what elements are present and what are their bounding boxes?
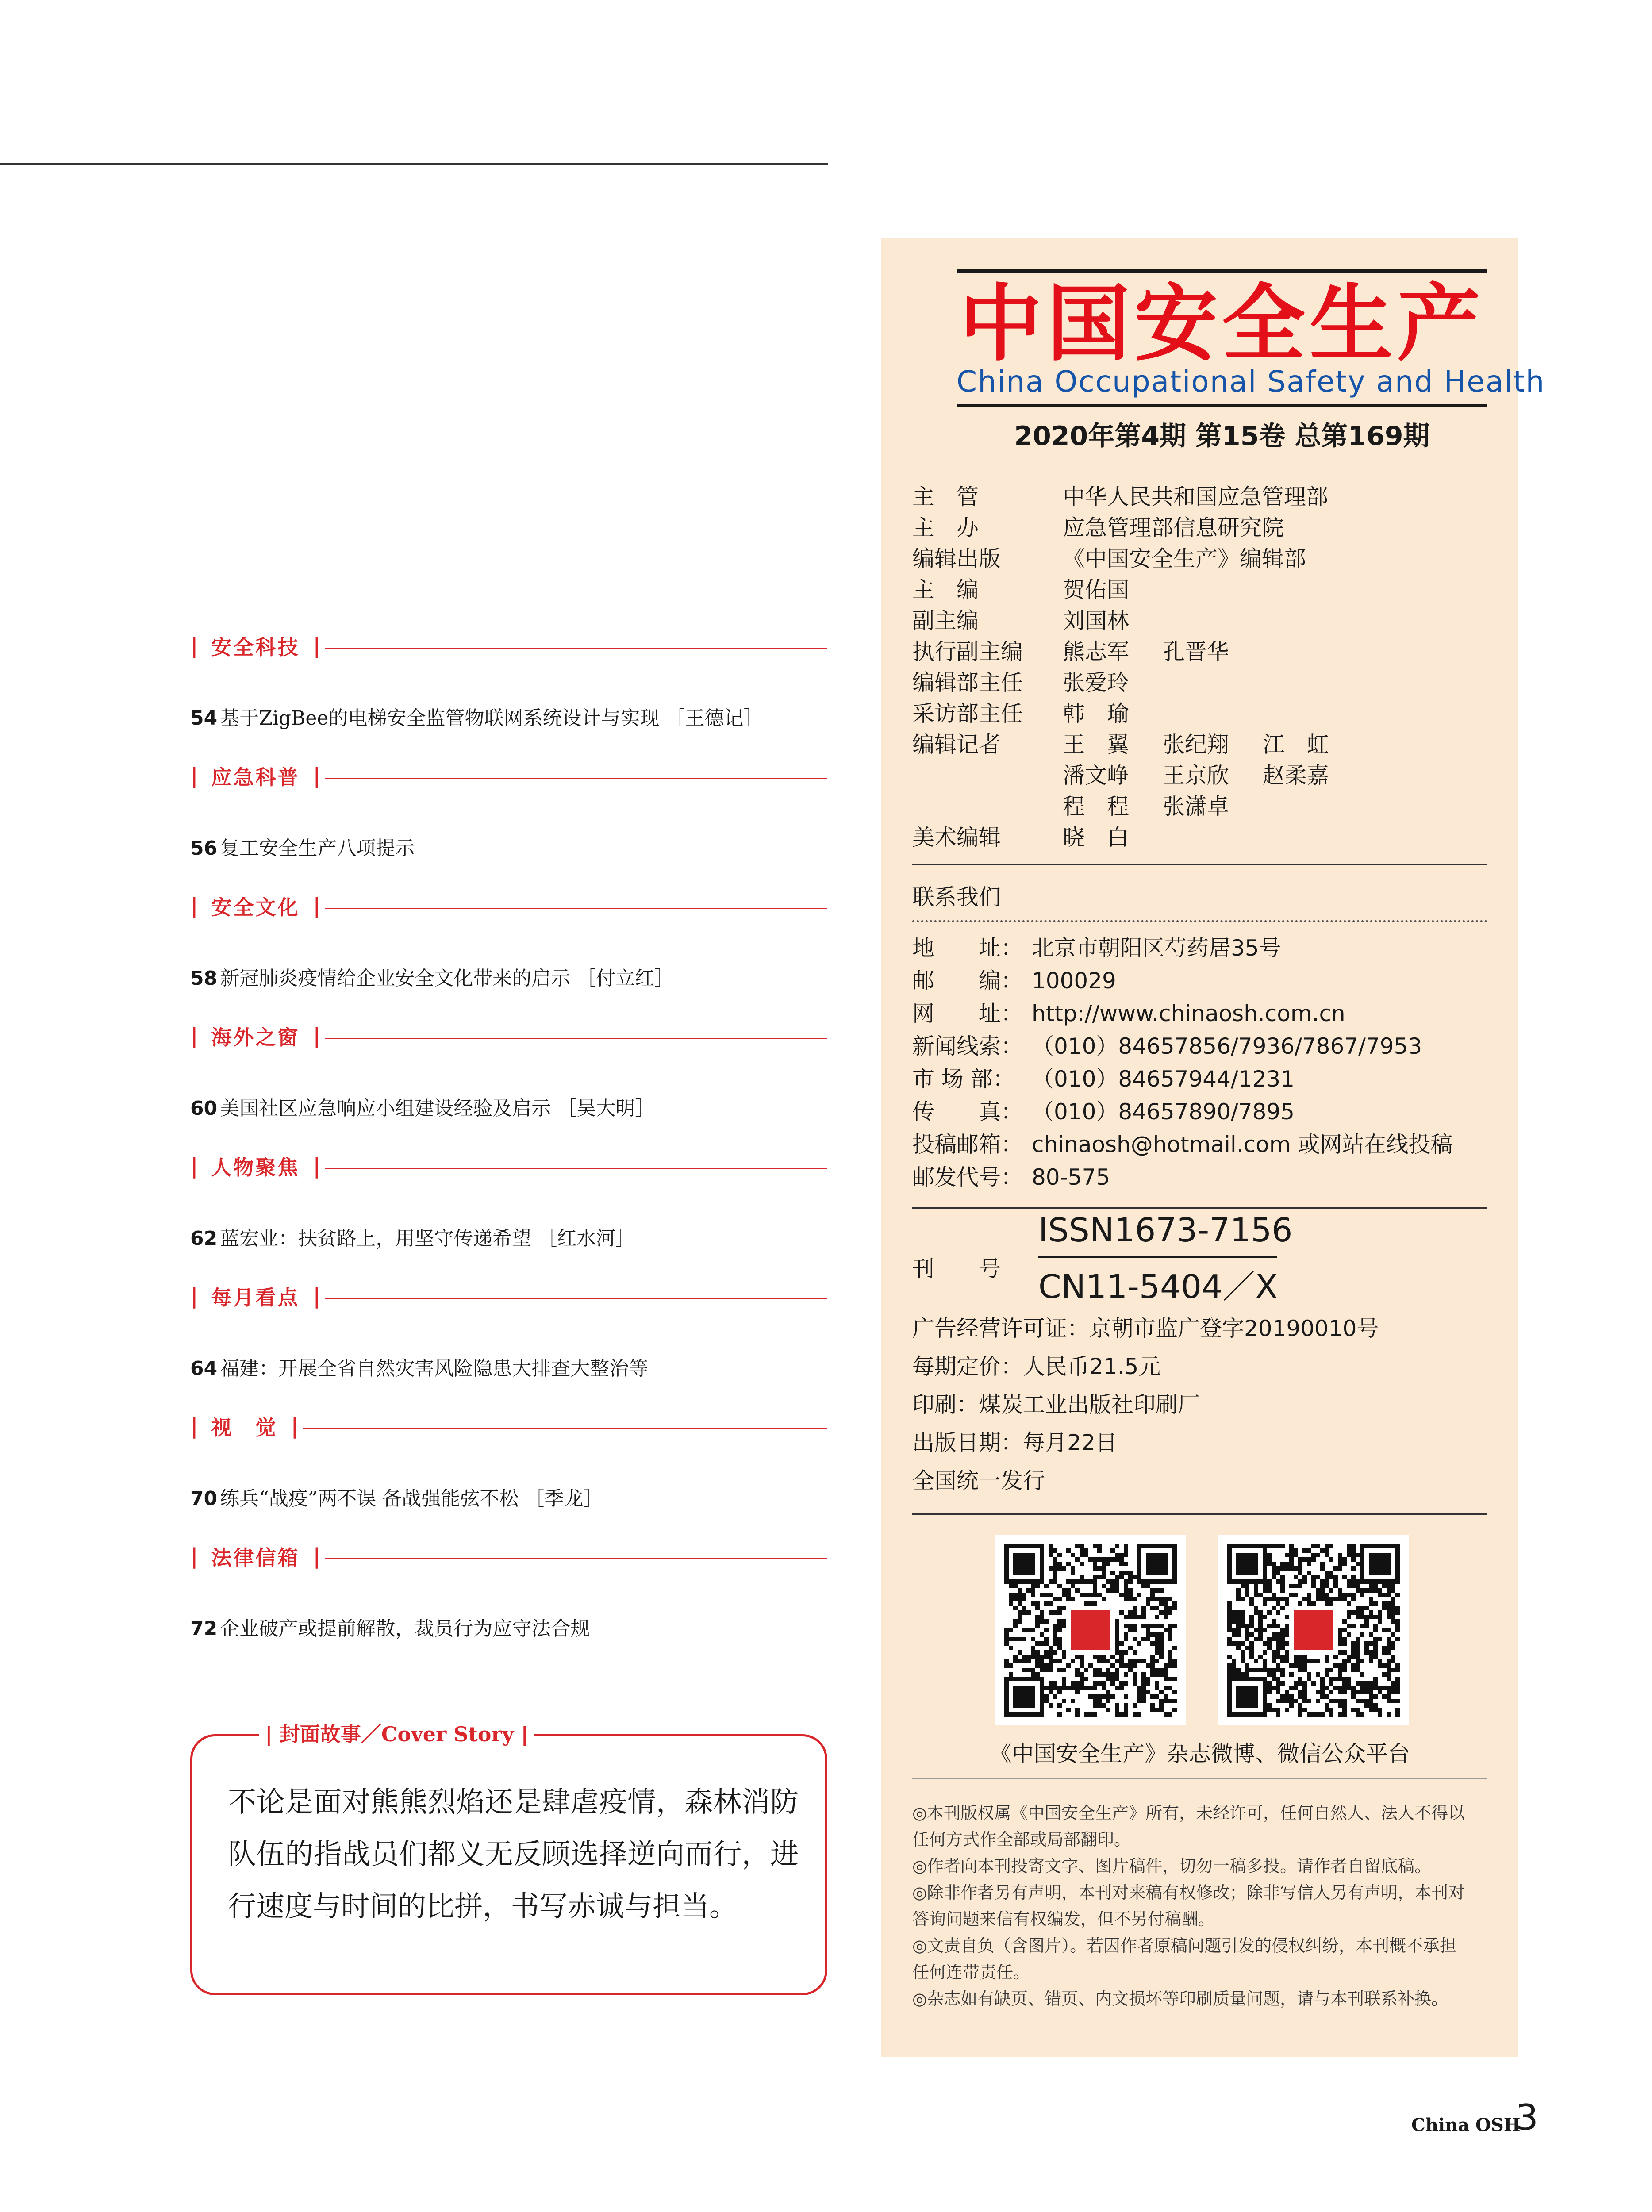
staff-role: 执行副主编 xyxy=(912,639,1023,664)
section-header xyxy=(190,888,827,924)
section-title: 人物聚焦 xyxy=(211,1156,300,1179)
section-rule xyxy=(303,1428,827,1429)
contact-heading: 联系我们 xyxy=(912,884,1001,910)
contact-label: 投稿邮箱： xyxy=(912,1132,1023,1157)
toc-bracket: ］ xyxy=(743,707,763,730)
section-bar: | xyxy=(313,634,321,658)
toc-article-title: 企业破产或提前解散，裁员行为应守法合规 xyxy=(220,1617,590,1640)
note-line: ◎文责自负（含图片）。若因作者原稿问题引发的侵权纠纷，本刊概不承担 xyxy=(912,1936,1457,1955)
staff-names: 张爱玲 xyxy=(1063,670,1129,695)
toc-article-title: 新冠肺炎疫情给企业安全文化带来的启示 xyxy=(220,967,571,990)
toc-bracket: ［ xyxy=(531,1227,557,1250)
staff-names: 贺佑国 xyxy=(1063,577,1129,603)
contact-row xyxy=(912,997,1487,1030)
staff-row xyxy=(912,791,1487,822)
section-bar: | xyxy=(190,1154,198,1179)
note-line: ◎杂志如有缺页、错页、内文损坏等印刷质量问题，请与本刊联系补换。 xyxy=(912,1989,1448,2008)
qr-code-wechat xyxy=(1218,1535,1409,1725)
section-title: 视 觉 xyxy=(211,1416,278,1440)
section-bar: | xyxy=(190,1284,198,1309)
staff-row xyxy=(912,760,1487,791)
toc-article-title: 蓝宏业：扶贫路上，用坚守传递希望 xyxy=(220,1227,532,1250)
copyright-notes xyxy=(912,1800,1487,2012)
publication-info xyxy=(912,1310,1487,1500)
staff-names: 《中国安全生产》编辑部 xyxy=(1063,546,1306,572)
kanhao-label: 刊 号 xyxy=(912,1256,1001,1282)
magazine-title: 中国安全生产 xyxy=(959,276,1485,373)
contact-label: 邮 编： xyxy=(912,968,1023,994)
toc-entry xyxy=(190,961,827,996)
staff-row xyxy=(912,481,1487,512)
page-number: 3 xyxy=(1516,2097,1538,2138)
contact-row xyxy=(912,1030,1487,1063)
contact-row xyxy=(912,964,1487,997)
staff-row xyxy=(912,574,1487,605)
info-row: 出版日期：每月22日 xyxy=(912,1430,1118,1455)
contact-row xyxy=(912,1128,1487,1161)
cover-story-tag: | 封面故事／Cover Story | xyxy=(259,1719,534,1750)
toc-bracket: ［ xyxy=(519,1487,545,1510)
toc-entry xyxy=(190,1351,827,1386)
toc-page-number: 56 xyxy=(190,837,218,860)
toc-article-title: 美国社区应急响应小组建设经验及启示 xyxy=(220,1097,551,1120)
toc-author: 付立红 xyxy=(596,967,655,990)
staff-role: 采访部主任 xyxy=(912,701,1023,726)
section-header xyxy=(190,758,827,794)
contact-value: （010）84657856/7936/7867/7953 xyxy=(1032,1033,1422,1059)
toc-page-number: 54 xyxy=(190,707,218,730)
divider xyxy=(912,1207,1487,1209)
section-bar: | xyxy=(190,1544,198,1569)
issue-info: 2020年第4期 第15卷 总第169期 xyxy=(1014,421,1430,452)
toc-page-number: 70 xyxy=(190,1487,218,1510)
contact-label: 地 址： xyxy=(912,935,1023,961)
section-rule xyxy=(325,648,827,649)
footer-label: China OSH xyxy=(1411,2115,1521,2135)
divider xyxy=(912,864,1487,865)
note-line: 任何连带责任。 xyxy=(912,1962,1030,1982)
staff-row xyxy=(912,729,1487,760)
staff-role: 主 办 xyxy=(912,515,979,541)
contact-list xyxy=(912,932,1487,1194)
section-title: 安全科技 xyxy=(211,635,300,659)
masthead-top-rule xyxy=(957,269,1487,273)
contact-value: 北京市朝阳区芍药居35号 xyxy=(1032,935,1281,961)
info-row: 每期定价：人民币21.5元 xyxy=(912,1354,1161,1379)
section-title: 法律信箱 xyxy=(211,1546,300,1570)
toc-article-title: 复工安全生产八项提示 xyxy=(220,837,415,860)
cover-story-text: 不论是面对熊熊烈焰还是肆虐疫情，森林消防队伍的指战员们都义无反顾选择逆向而行，进行速度与时间的比拼，书写赤诚与担当。 xyxy=(228,1786,799,1923)
contact-value: 100029 xyxy=(1032,968,1116,994)
section-header xyxy=(190,1279,827,1314)
toc-bracket: ］ xyxy=(583,1487,603,1510)
contact-value: http://www.chinaosh.com.cn xyxy=(1032,1001,1345,1026)
toc-entry xyxy=(190,1481,827,1517)
toc-entry xyxy=(190,831,827,866)
section-bar: | xyxy=(190,1414,198,1439)
section-bar: | xyxy=(190,764,198,788)
staff-role: 编辑记者 xyxy=(912,732,1001,757)
section-rule xyxy=(325,908,827,909)
toc-entry xyxy=(190,1091,827,1126)
staff-names: 应急管理部信息研究院 xyxy=(1063,515,1284,541)
section-bar: | xyxy=(190,894,198,918)
contact-row xyxy=(912,1063,1487,1095)
contact-value: （010）84657890/7895 xyxy=(1032,1099,1295,1125)
staff-names: 中华人民共和国应急管理部 xyxy=(1063,484,1328,510)
staff-role: 美术编辑 xyxy=(912,825,1001,850)
note-line: 任何方式作全部或局部翻印。 xyxy=(912,1830,1131,1849)
section-header xyxy=(190,1409,827,1444)
contact-value: （010）84657944/1231 xyxy=(1032,1066,1295,1092)
staff-names: 韩 瑜 xyxy=(1063,701,1129,726)
contact-label: 传 真： xyxy=(912,1099,1023,1125)
issn-divider xyxy=(1038,1256,1277,1258)
contact-value: chinaosh@hotmail.com 或网站在线投稿 xyxy=(1032,1132,1453,1157)
toc-entry xyxy=(190,701,827,736)
staff-row xyxy=(912,512,1487,543)
toc-bracket: ］ xyxy=(635,1097,655,1120)
info-row: 全国统一发行 xyxy=(912,1468,1045,1494)
note-line: 答询问题来信有权编发，但不另付稿酬。 xyxy=(912,1909,1215,1929)
note-line: ◎作者向本刊投寄文字、图片稿件，切勿一稿多投。请作者自留底稿。 xyxy=(912,1856,1432,1876)
section-header xyxy=(190,1148,827,1184)
contact-label: 新闻线索： xyxy=(912,1033,1023,1059)
contact-label: 邮发代号： xyxy=(912,1164,1023,1190)
staff-names: 王 翼 张纪翔 江 虹 xyxy=(1063,732,1329,757)
toc-author: 王德记 xyxy=(685,707,744,730)
staff-row xyxy=(912,698,1487,729)
section-bar: | xyxy=(313,1284,321,1309)
section-title: 海外之窗 xyxy=(211,1025,300,1049)
staff-role: 主 管 xyxy=(912,484,979,510)
staff-names: 潘文峥 王京欣 赵柔嘉 xyxy=(1063,763,1329,788)
toc-bracket: ］ xyxy=(654,967,674,990)
staff-row xyxy=(912,667,1487,698)
section-bar: | xyxy=(313,1154,321,1179)
qr-caption: 《中国安全生产》杂志微博、微信公众平台 xyxy=(990,1741,1410,1767)
toc-entry xyxy=(190,1221,827,1256)
staff-names: 刘国林 xyxy=(1063,608,1129,634)
section-bar: | xyxy=(190,634,198,658)
section-header xyxy=(190,1539,827,1574)
section-rule xyxy=(325,778,827,779)
toc-bracket: ［ xyxy=(551,1097,577,1120)
contact-row xyxy=(912,1161,1487,1194)
toc-page-number: 64 xyxy=(190,1357,218,1380)
toc-article-title: 福建：开展全省自然灾害风险隐患大排查大整治等 xyxy=(220,1357,649,1380)
staff-row xyxy=(912,822,1487,853)
section-title: 每月看点 xyxy=(211,1286,300,1310)
section-rule xyxy=(325,1038,827,1039)
staff-role: 编辑部主任 xyxy=(912,670,1023,695)
toc-page-number: 72 xyxy=(190,1617,218,1640)
contact-row xyxy=(912,932,1487,964)
dotted-divider xyxy=(912,920,1487,922)
section-bar: | xyxy=(313,894,321,918)
toc-bracket: ［ xyxy=(570,967,596,990)
magazine-subtitle: China Occupational Safety and Health xyxy=(957,365,1545,399)
section-header xyxy=(190,628,827,664)
section-bar: | xyxy=(291,1414,299,1439)
section-bar: | xyxy=(190,1024,198,1048)
staff-list xyxy=(912,481,1487,853)
contact-label: 网 址： xyxy=(912,1001,1023,1026)
staff-row xyxy=(912,636,1487,667)
issn-number: ISSN1673-7156 xyxy=(1038,1211,1293,1249)
staff-row xyxy=(912,605,1487,636)
toc-author: 吴大明 xyxy=(576,1097,635,1120)
top-rule xyxy=(0,163,828,165)
staff-role: 主 编 xyxy=(912,577,979,603)
section-title: 应急科普 xyxy=(211,765,300,789)
toc-author: 季龙 xyxy=(544,1487,584,1510)
toc-bracket: ［ xyxy=(659,707,685,730)
staff-role: 副主编 xyxy=(912,608,979,634)
section-rule xyxy=(325,1558,827,1559)
cover-story-box xyxy=(190,1722,827,1995)
staff-row xyxy=(912,543,1487,574)
info-row: 广告经营许可证：京朝市监广登字20190010号 xyxy=(912,1316,1379,1341)
toc-article-title: 基于ZigBee的电梯安全监管物联网系统设计与实现 xyxy=(220,707,660,730)
toc-author: 红水河 xyxy=(557,1227,616,1250)
section-rule xyxy=(325,1168,827,1169)
masthead-mid-rule xyxy=(957,404,1487,407)
cn-number: CN11-5404／X xyxy=(1038,1268,1278,1306)
staff-names: 熊志军 孔晋华 xyxy=(1063,639,1229,664)
contact-row xyxy=(912,1095,1487,1128)
toc-bracket: ］ xyxy=(615,1227,635,1250)
section-bar: | xyxy=(313,1544,321,1569)
contact-value: 80-575 xyxy=(1032,1164,1110,1190)
info-row: 印刷：煤炭工业出版社印刷厂 xyxy=(912,1392,1200,1417)
note-line: ◎本刊版权属《中国安全生产》所有，未经许可，任何自然人、法人不得以 xyxy=(912,1803,1465,1823)
toc-page-number: 58 xyxy=(190,967,218,990)
staff-role: 编辑出版 xyxy=(912,546,1001,572)
section-bar: | xyxy=(313,1024,321,1048)
divider xyxy=(912,1513,1487,1515)
section-rule xyxy=(325,1298,827,1299)
staff-names: 程 程 张潇卓 xyxy=(1063,794,1229,819)
toc-article-title: 练兵“战疫”两不误 备战强能弦不松 xyxy=(220,1487,519,1510)
toc-page-number: 60 xyxy=(190,1097,218,1120)
contact-label: 市 场 部： xyxy=(912,1066,1015,1092)
toc-page-number: 62 xyxy=(190,1227,218,1250)
section-header xyxy=(190,1018,827,1054)
note-line: ◎除非作者另有声明，本刊对来稿有权修改；除非写信人另有声明，本刊对 xyxy=(912,1883,1465,1902)
divider xyxy=(912,1778,1487,1779)
table-of-contents xyxy=(190,628,827,1669)
staff-names: 晓 白 xyxy=(1063,825,1129,850)
qr-code-weibo xyxy=(995,1535,1186,1725)
toc-entry xyxy=(190,1611,827,1647)
section-title: 安全文化 xyxy=(211,895,300,919)
masthead-panel xyxy=(881,238,1545,2057)
section-bar: | xyxy=(313,764,321,788)
